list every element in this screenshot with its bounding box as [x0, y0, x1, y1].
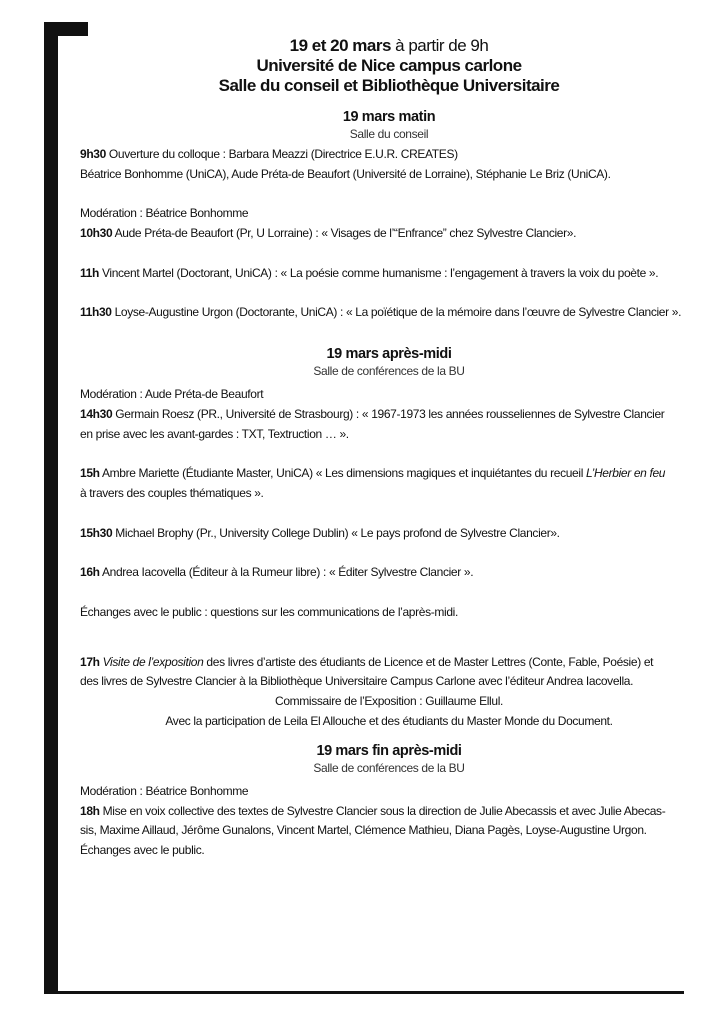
programme-item [80, 653, 698, 673]
moderation: Modération : Béatrice Bonhomme [80, 783, 249, 798]
exhibition-title: Visite de l’exposition [99, 654, 204, 669]
item-text: Vincent Martel (Doctorant, UniCA) : « La poésie comme humanisme : l’engagement à travers la voix du poète ». [98, 265, 659, 280]
programme-item-cont: sis, Maxime Aillaud, Jérôme Gunalons, Vincent Martel, Clémence Mathieu, Diana Pagès, Loyse-Augustine Urgon. [80, 823, 647, 838]
book-title: L’Herbier en feu [586, 466, 666, 481]
item-time: 10h30 [80, 226, 113, 241]
header-time: à partir de 9h [390, 36, 489, 55]
item-text: Mise en voix collective des textes de Sylvestre Clancier sous la direction de Julie Abecassis et avec Julie Abecas- [99, 803, 666, 818]
item-text: des livres d’artiste des étudiants de Licence et de Master Lettres (Conte, Fable, Poésie) et [203, 654, 654, 669]
section-room-afternoon: Salle de conférences de la BU [313, 364, 465, 379]
item-time: 17h [80, 654, 100, 669]
programme-page [80, 36, 698, 861]
item-text: Andrea Iacovella (Éditeur à la Rumeur libre) : « Éditer Sylvestre Clancier ». [99, 565, 474, 580]
item-text: Loyse-Augustine Urgon (Doctorante, UniCA) : « La poïétique de la mémoire dans l’œuvre de Sylvestre Clancier ». [111, 305, 682, 320]
item-text: Germain Roesz (PR., Université de Strasbourg) : « 1967-1973 les années rousseliennes de Sylvestre Clancier [112, 406, 665, 421]
header-dates: 19 et 20 mars [289, 36, 391, 55]
item-text: Michael Brophy (Pr., University College Dublin) « Le pays profond de Sylvestre Clancier». [112, 525, 560, 540]
item-text: Aude Préta-de Beaufort (Pr, U Lorraine) : « Visages de l’“Enfrance” chez Sylvestre Clancier». [112, 226, 577, 241]
section-title-late-afternoon: 19 mars fin après-midi [316, 742, 462, 759]
item-time: 15h30 [80, 525, 113, 540]
programme-item [80, 303, 698, 323]
header-venue: Université de Nice campus carlone [256, 56, 522, 75]
section-title-morning: 19 mars matin [342, 109, 436, 125]
item-time: 18h [80, 803, 100, 818]
item-text: Ambre Mariette (Étudiante Master, UniCA) « Les dimensions magiques et inquiétantes du recueil [99, 466, 586, 481]
programme-item [80, 405, 698, 425]
programme-item [80, 802, 698, 822]
item-time: 16h [80, 565, 100, 580]
moderation: Modération : Béatrice Bonhomme [80, 206, 249, 221]
programme-item-cont: des livres de Sylvestre Clancier à la Bibliothèque Universitaire Campus Carlone avec l’éditeur Andrea Iacovella. [80, 674, 634, 689]
programme-item-cont: Béatrice Bonhomme (UniCA), Aude Préta-de Beaufort (Université de Lorraine), Stéphanie Le Briz (UniCA). [80, 166, 611, 181]
header [80, 36, 698, 96]
section-room-morning: Salle du conseil [349, 127, 429, 141]
item-time: 11h [80, 265, 99, 280]
item-time: 11h30 [80, 305, 112, 320]
programme-item-cont: Échanges avec le public. [80, 843, 205, 858]
programme-item [80, 464, 698, 484]
programme-item-cont: en prise avec les avant-gardes : TXT, Textruction … ». [80, 426, 349, 441]
exhibition-curator: Commissaire de l’Exposition : Guillaume Ellul. [275, 694, 503, 709]
exhibition-participation: Avec la participation de Leila El Allouche et des étudiants du Master Monde du Document. [165, 713, 613, 728]
programme-item [80, 563, 698, 583]
item-time: 9h30 [80, 147, 106, 161]
section-room-late-afternoon: Salle de conférences de la BU [313, 760, 465, 775]
section-title-afternoon: 19 mars après-midi [326, 346, 452, 363]
programme-item [80, 224, 698, 244]
header-dates-line [80, 36, 698, 56]
moderation: Modération : Aude Préta-de Beaufort [80, 387, 264, 402]
item-time: 14h30 [80, 406, 113, 421]
programme-item [80, 524, 698, 544]
header-rooms: Salle du conseil et Bibliothèque Universitaire [218, 76, 560, 95]
item-text: Ouverture du colloque : Barbara Meazzi (Directrice E.U.R. CREATES) [105, 147, 458, 161]
bottom-rule [44, 991, 684, 994]
item-time: 15h [80, 466, 100, 481]
exchanges-note: Échanges avec le public : questions sur les communications de l’après-midi. [80, 604, 458, 619]
programme-item [80, 145, 698, 165]
programme-item [80, 264, 698, 284]
programme-item-cont: à travers des couples thématiques ». [80, 486, 264, 501]
